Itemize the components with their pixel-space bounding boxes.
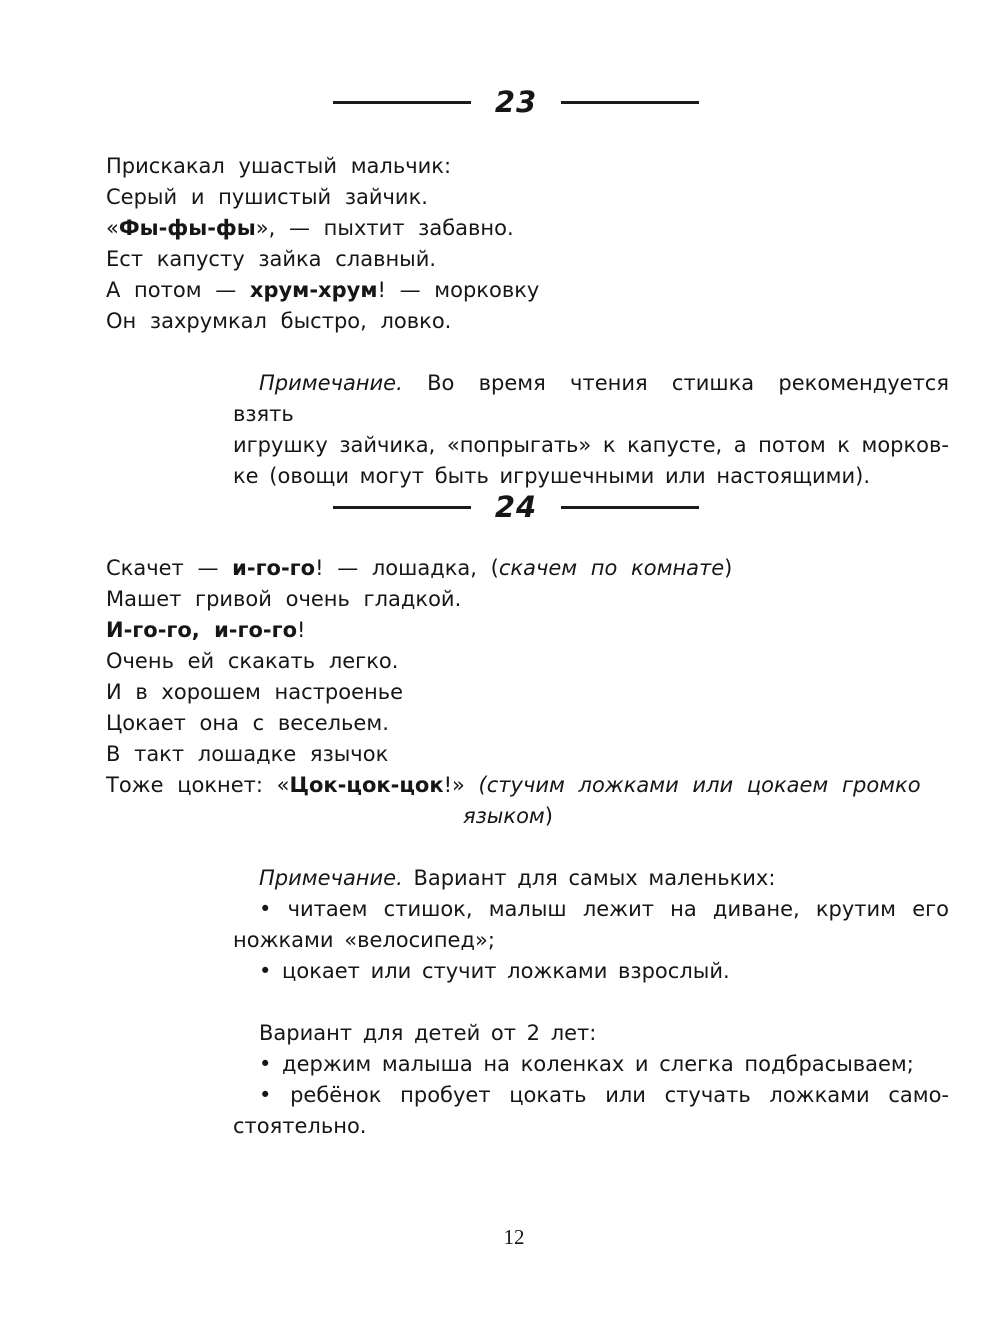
list-item: • цокает или стучит ложками взрослый. xyxy=(259,959,730,983)
note-24 xyxy=(233,863,949,1142)
note-subheading: Вариант для детей от 2 лет: xyxy=(259,1021,597,1045)
section-number: 23 xyxy=(494,85,538,119)
note-label: Примечание. xyxy=(259,866,403,890)
section-heading-24 xyxy=(333,487,699,527)
section-heading-23 xyxy=(333,82,699,122)
heading-rule-right xyxy=(561,101,699,104)
poem-line: Он захрумкал быстро, ловко. xyxy=(106,309,452,333)
poem-line: Прискакал ушастый мальчик: xyxy=(106,154,452,178)
poem-line: Ест капусту зайка славный. xyxy=(106,247,437,271)
poem-line: Тоже цокнет: «Цок-цок-цок!» (стучим ложками или цокаем громко xyxy=(106,773,921,797)
note-line: Примечание. Во время чтения стишка рекомендуется взять xyxy=(233,371,949,426)
poem-line: Скачет — и-го-го! — лошадка, (скачем по комнате) xyxy=(106,556,733,580)
section-number: 24 xyxy=(494,490,538,524)
poem-line: И в хорошем настроенье xyxy=(106,680,404,704)
list-item: • читаем стишок, малыш лежит на диване, крутим его ножками «велосипед»; xyxy=(233,897,949,952)
poem-line: А потом — хрум-хрум! — морковку xyxy=(106,278,540,302)
heading-rule-left xyxy=(333,506,471,509)
poem-line: Серый и пушистый зайчик. xyxy=(106,185,428,209)
note-intro: Примечание. Вариант для самых маленьких: xyxy=(259,866,776,890)
note-line: ке (овощи могут быть игрушечными или настоящими). xyxy=(233,464,871,488)
poem-line: Очень ей скакать легко. xyxy=(106,649,399,673)
poem-line: И-го-го, и-го-го! xyxy=(106,618,306,642)
heading-rule-left xyxy=(333,101,471,104)
poem-line: В такт лошадке язычок xyxy=(106,742,389,766)
poem-24 xyxy=(106,553,946,801)
list-item: • ребёнок пробует цокать или стучать ложками само-стоятельно. xyxy=(233,1083,949,1138)
note-line: игрушку зайчика, «попрыгать» к капусте, а потом к морков- xyxy=(233,433,949,457)
poem-line: «Фы-фы-фы», — пыхтит забавно. xyxy=(106,216,514,240)
list-item: • держим малыша на коленках и слегка подбрасываем; xyxy=(259,1052,914,1076)
poem-continuation: языком) xyxy=(463,804,553,828)
heading-rule-right xyxy=(561,506,699,509)
poem-23 xyxy=(106,151,946,337)
note-label: Примечание. xyxy=(259,371,403,395)
poem-line: Машет гривой очень гладкой. xyxy=(106,587,462,611)
poem-line: Цокает она с весельем. xyxy=(106,711,389,735)
note-23 xyxy=(233,368,949,492)
page-number: 12 xyxy=(503,1225,525,1249)
